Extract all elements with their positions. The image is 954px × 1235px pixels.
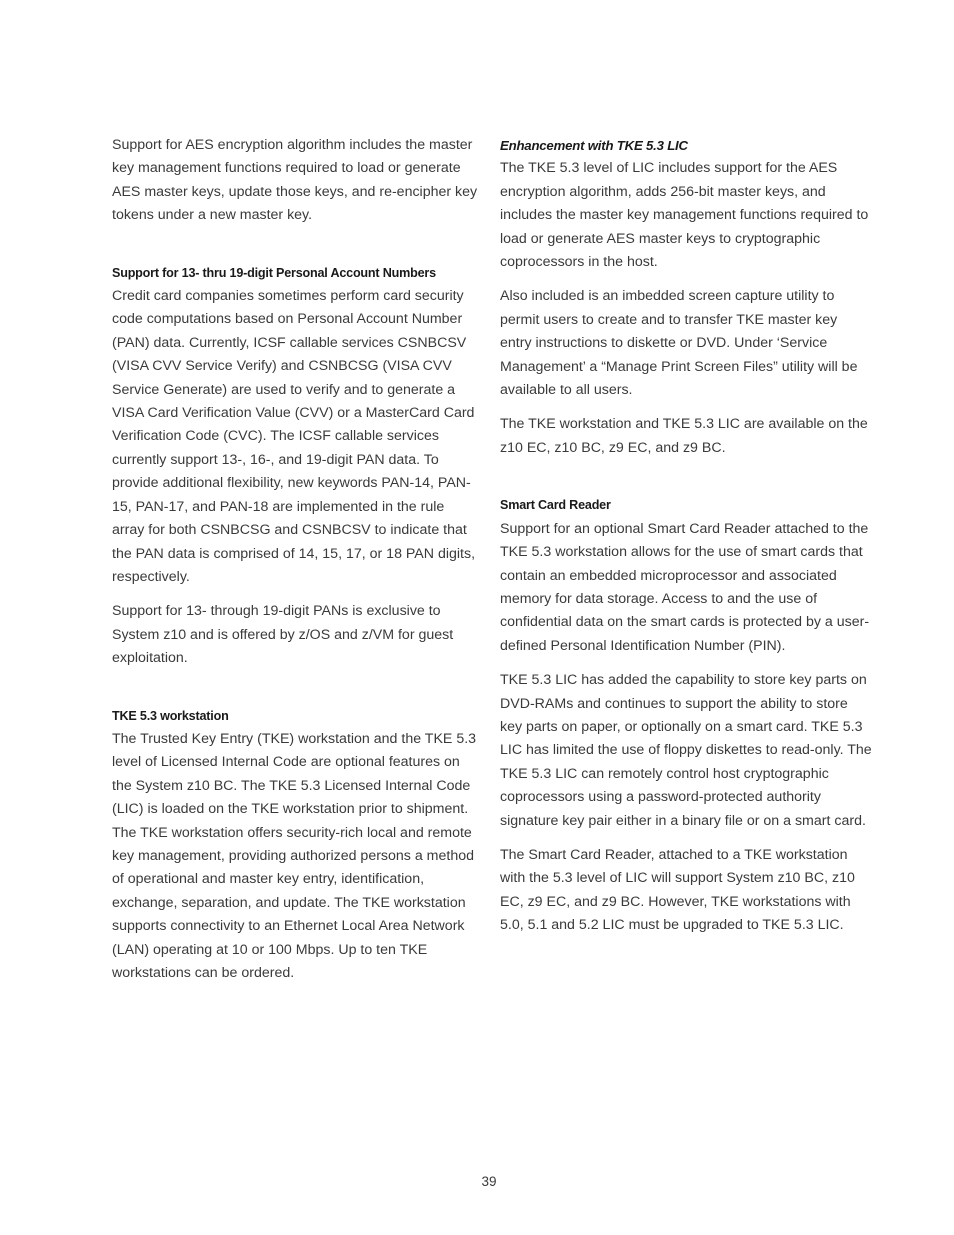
right-column <box>500 134 872 972</box>
page-number: 39 <box>481 1174 497 1189</box>
enhancement-paragraph-1: The TKE 5.3 level of LIC includes support for the AES encryption algorithm, adds 256-bit master keys, and includes the master key management functions required to load or generate AES master keys to cryptographic coprocessors in the host. <box>500 160 869 271</box>
smart-card-paragraph-1: Support for an optional Smart Card Reader attached to the TKE 5.3 workstation allows for the use of smart cards that contain an embedded microprocessor and associated memory for data storage. Access to and the use of confidential data on the smart cards is protected by a user-defined Personal Identification Number (PIN). <box>500 520 870 654</box>
aes-intro-paragraph: Support for AES encryption algorithm includes the master key management functions required to load or generate AES master keys, update those keys, and re-encipher key tokens under a new master key. <box>112 137 478 224</box>
tke-workstation-section <box>112 705 480 986</box>
pan-paragraph-2: Support for 13- through 19-digit PANs is exclusive to System z10 and is offered by z/OS and z/VM for guest exploitation. <box>112 603 454 667</box>
tke-workstation-paragraph: The Trusted Key Entry (TKE) workstation and the TKE 5.3 level of Licensed Internal Code are optional features on the System z10 BC. The TKE 5.3 Licensed Internal Code (LIC) is loaded on the TKE workstation prior to shipment. The TKE workstation offers security-rich local and remote key management, providing authorized persons a method of operational and master key entry, identification, exchange, separation, and update. The TKE workstation supports connectivity to an Ethernet Local Area Network (LAN) operating at 10 or 100 Mbps. Up to ten TKE workstations can be ordered. <box>112 730 477 981</box>
aes-intro-block <box>112 134 480 228</box>
smart-card-heading: Smart Card Reader <box>500 498 611 513</box>
enhancement-paragraph-2: Also included is an imbedded screen capture utility to permit users to create and to transfer TKE master key entry instructions to diskette or DVD. Under ‘Service Management’ a “Manage Print Screen Files” utility will be available to all users. <box>500 288 858 399</box>
tke-workstation-heading: TKE 5.3 workstation <box>112 708 229 723</box>
smart-card-paragraph-2: TKE 5.3 LIC has added the capability to store key parts on DVD-RAMs and continues to support the ability to store key parts on paper, or optionally on a smart card. TKE 5.3 LIC has limited the use of floppy diskettes to read-only. The TKE 5.3 LIC can remotely control host cryptographic coprocessors using a password-protected authority signature key pair either in a binary file or on a smart card. <box>500 672 872 829</box>
left-column <box>112 134 480 1019</box>
pan-paragraph-1: Credit card companies sometimes perform card security code computations based on Personal Account Number (PAN) data. Currently, ICSF callable services CSNBCSV (VISA CVV Service Verify) and CSNBCSG (VISA CVV Service Generate) are used to verify and to generate a VISA Card Verification Value (CVV) or a MasterCard Card Verification Code (CVC). The ICSF callable services currently support 13-, 16-, and 19-digit PAN data. To provide additional flexibility, new keywords PAN-14, PAN-15, PAN-17, and PAN-18 are implemented in the rule array for both CSNBCSG and CSNBCSV to indicate that the PAN data is comprised of 14, 15, 17, or 18 PAN digits, respectively. <box>112 288 476 585</box>
enhancement-section <box>500 134 872 460</box>
smart-card-section <box>500 494 872 937</box>
pan-section-heading: Support for 13- thru 19-digit Personal Account Numbers <box>112 265 436 280</box>
enhancement-paragraph-3: The TKE workstation and TKE 5.3 LIC are available on the z10 EC, z10 BC, z9 EC, and z9 BC. <box>500 416 868 456</box>
pan-section <box>112 262 480 671</box>
enhancement-heading: Enhancement with TKE 5.3 LIC <box>500 138 688 153</box>
smart-card-paragraph-3: The Smart Card Reader, attached to a TKE workstation with the 5.3 level of LIC will support System z10 BC, z10 EC, z9 EC, and z9 BC. However, TKE workstations with 5.0, 5.1 and 5.2 LIC must be upgraded to TKE 5.3 LIC. <box>500 846 855 934</box>
